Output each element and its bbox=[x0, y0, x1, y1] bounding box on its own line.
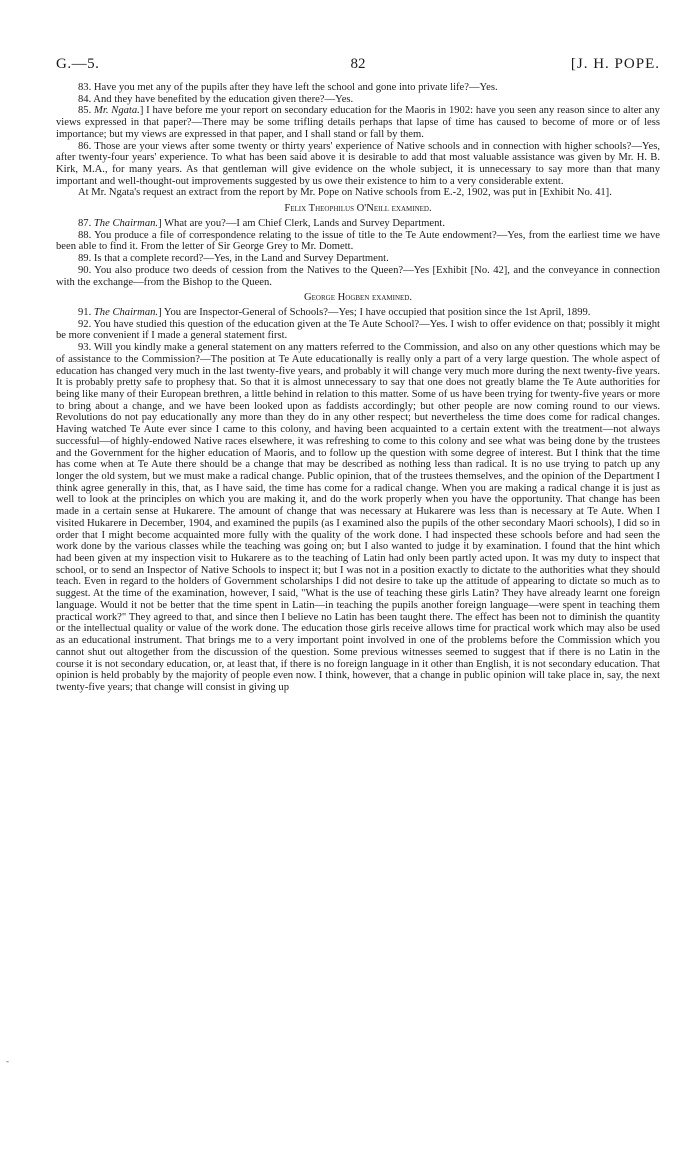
question-number: 91. bbox=[78, 306, 92, 318]
paragraph-92: 92. You have studied this question of the education given at the Te Aute School?—Yes. I wish to offer evidence on that; possibly it might be more convenient if I made a general statement first. bbox=[56, 318, 660, 342]
paragraph-83: 83. Have you met any of the pupils after they have left the school and gone into private life?—Yes. bbox=[78, 82, 498, 93]
paragraph-88: 88. You produce a file of correspondence relating to the issue of title to the Te Aute endowment?—Yes, from the earliest time we have been able to find it. From the letter of Sir George Grey to Mr. Domett. bbox=[56, 229, 660, 253]
paragraph-90: 90. You also produce two deeds of cession from the Natives to the Queen?—Yes [Exhibit [No. 42], and the conveyance in connection with the exchange—from the Bishop to the Queen. bbox=[56, 264, 660, 288]
witness-heading-hogben: George Hogben examined. bbox=[303, 292, 412, 304]
paragraph-89: 89. Is that a complete record?—Yes, in the Land and Survey Department. bbox=[78, 253, 389, 265]
page-number: 82 bbox=[350, 56, 366, 72]
speaker-name: The Chairman. bbox=[93, 217, 159, 229]
speaker-name: The Chairman. bbox=[93, 306, 159, 318]
paragraph-text: ] What are you?—I am Chief Clerk, Lands and Survey Department. bbox=[158, 217, 445, 229]
margin-mark: - bbox=[6, 1056, 9, 1066]
page-header bbox=[56, 56, 660, 82]
paragraph-text: ] I have before me your report on secondary education for the Maoris in 1902: have you seen any reason since to alter any views expressed in that paper?—There may be some trifling details perhaps that lapse of time has caused to become of more or of less importance; but my views are expressed in that paper, and I shall stand or fall by them. bbox=[56, 105, 660, 140]
speaker-name: Mr. Ngata. bbox=[94, 105, 140, 117]
paragraph-85 bbox=[56, 105, 660, 140]
question-number: 85. bbox=[78, 105, 92, 117]
paragraph-86: 86. Those are your views after some twenty or thirty years' experience of Native schools and in connection with higher schools?—Yes, after twenty-four years' experience. To what has been said above it is desirable to add that most valuable assistance was given by Mr. H. B. Kirk, M.A., for many years. As that gentleman will give evidence on the whole subject, it is unnecessary to say more than that many important and well-thought-out improvements suggested by us owe their existence to him to a very considerable extent. bbox=[56, 140, 660, 187]
paragraph-93: 93. Will you kindly make a general statement on any matters referred to the Commission, and also on any other questions which may be of assistance to the Commission?—The position at Te Aute educationally is really only a part of a very large question. The whole aspect of education has changed very much in the last twenty-five years, and probably it will change very much more during the next twenty-five years. It is probably pretty safe to prophesy that. So that it is almost unnecessary to say that one does not greatly blame the Te Aute authorities for being like many of their European brethren, a little behind in relation to this matter. Some of us have been trying for twenty-five years or more to bring about a change, and we have been looked upon as faddists accordingly; but other people are now coming round to our views. Revolutions do not pay educationally any more than they do in any other respect; but nevertheless the time does come for radical changes. Having watched Te Aute ever since I came to this colony, and having been acquainted to a certain extent with the treatment—not always successful—of highly-endowed Native races elsewhere, it was refreshing to come to this colony and see what was being done by the trustees and the Government for the higher education of Maoris, and to follow up the question with some degree of interest. But I think that the time has come when at Te Aute there should be a change that may be described as nothing less than radical. It is no use trying to patch up any longer the old system, but we must make a radical change. Public opinion, that of the trustees themselves, and the opinion of the Department I think agree generally in this, that, as I have said, the time has come for a radical change. When you are making a radical change it is just as well to look at the principles on which you are making it, and do the work properly when you have the opportunity. That change has been made in a certain sense at Hukarere. The amount of change that was necessary at Hukarere was less than is necessary at Te Aute. When I visited Hukarere in December, 1904, and examined the pupils (as I examined also the pupils of the other secondary Maori schools), I did so in order that I might become acquainted more fully with the quality of the work done. I had inspected these schools before and had seen the work done by the various classes while the teaching was going on; but I also wanted to judge it by examination. I found that the hint which had been given at my inspection visit to Hukarere as to the teaching of Latin had only been partly acted upon. It was my duty to inspect that school, or to send an Inspector of Native Schools to inspect it; but I was not in a position exactly to dictate to the authorities what they should teach. Even in regard to the holders of Government scholarships I did not desire to take up the attitude of appearing to dictate so much as to suggest. At the time of the examination, however, I said, "What is the use of teaching these girls Latin? They have already learnt one foreign language. Would it not be better that the time spent in Latin—in teaching the pupils another foreign language—were spent in teaching them practical work?" They agreed to that, and since then I believe no Latin has been taught there. The effect has been not to diminish the quantity or the intellectual quality or value of the work done. The education those girls receive allows time for practical work which may also be used as an educational instrument. That brings me to a very important point involved in one of the problems before the Commission which you cannot shut out altogether from the discussion of the question. Some previous witnesses seemed to suggest that if there is no Latin in the course it is not secondary education, or, at least that, if there is no foreign language in it other than English, it is not secondary education. That opinion is held probably by the majority of people even now. I think, however, that a change in public opinion will take place in, say, the next twenty-five years; that change will consist in giving up bbox=[56, 342, 660, 693]
paragraph-87 bbox=[56, 218, 660, 230]
paragraph-text: ] You are Inspector-General of Schools?—Yes; I have occupied that position since the 1st April, 1899. bbox=[158, 306, 591, 318]
exhibit-note: At Mr. Ngata's request an extract from the report by Mr. Pope on Native schools from E.-2, 1902, was put in [Exhibit No. 41]. bbox=[78, 187, 612, 199]
witness-heading-oneill: Felix Theophilus O'Neill examined. bbox=[284, 203, 432, 215]
body-text bbox=[56, 82, 660, 694]
paragraph-91 bbox=[56, 307, 660, 319]
document-reference: G.—5. bbox=[56, 56, 100, 72]
question-number: 87. bbox=[78, 217, 92, 229]
witness-name: [J. H. POPE. bbox=[570, 56, 660, 72]
paragraph-84: 84. And they have benefited by the education given there?—Yes. bbox=[78, 93, 354, 105]
